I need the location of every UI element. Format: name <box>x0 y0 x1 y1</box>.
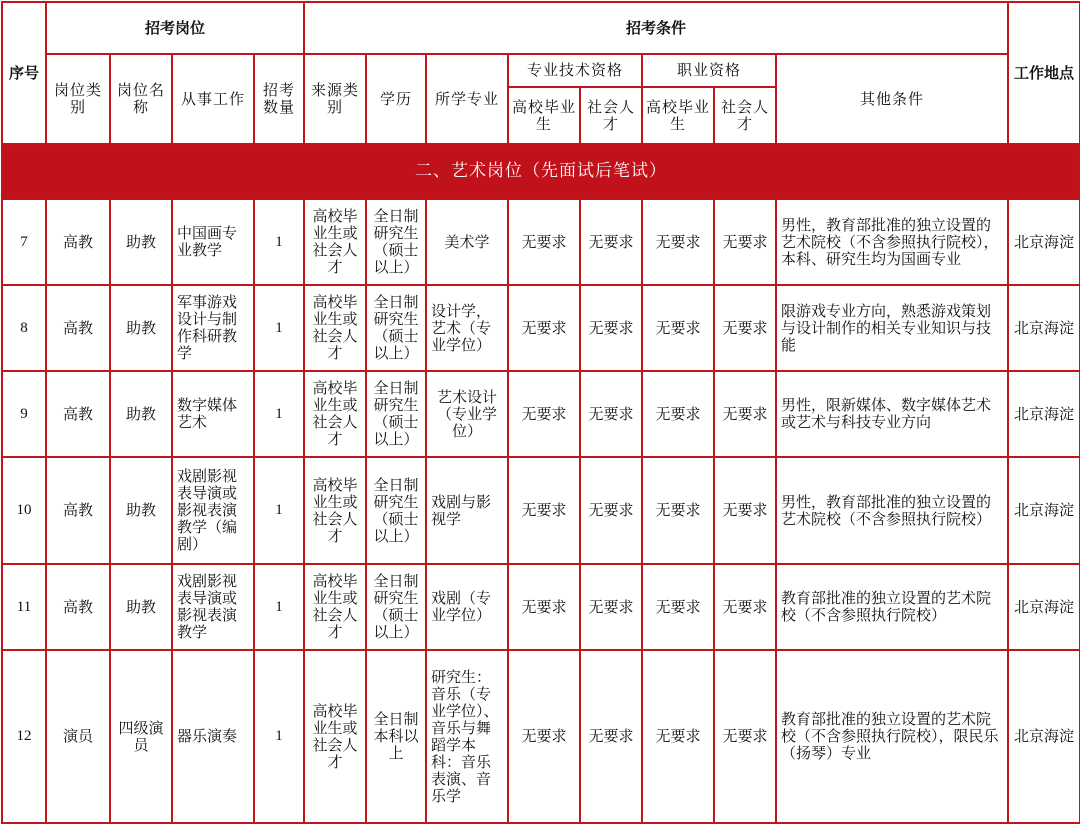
cell-major: 戏剧（专业学位） <box>426 564 508 650</box>
cell-seq: 12 <box>2 650 46 823</box>
cell-post-name: 助教 <box>110 564 172 650</box>
cell-seq: 8 <box>2 285 46 371</box>
cell-other: 教育部批准的独立设置的艺术院校（不含参照执行院校），限民乐（扬琴）专业 <box>776 650 1008 823</box>
cell-source: 高校毕业生或社会人才 <box>304 285 366 371</box>
cell-major: 美术学 <box>426 199 508 285</box>
cell-post-name: 四级演员 <box>110 650 172 823</box>
header-voc-grad: 高校毕业生 <box>642 87 714 144</box>
header-post-group: 招考岗位 <box>46 2 304 54</box>
cell-location: 北京海淀 <box>1008 564 1080 650</box>
cell-tech-social: 无要求 <box>580 285 642 371</box>
cell-post-name: 助教 <box>110 457 172 564</box>
header-location: 工作地点 <box>1008 2 1080 144</box>
cell-post-name: 助教 <box>110 285 172 371</box>
cell-tech-grad: 无要求 <box>508 371 580 457</box>
header-source: 来源类别 <box>304 54 366 144</box>
table-row <box>2 457 1080 564</box>
cell-tech-grad: 无要求 <box>508 650 580 823</box>
recruitment-table <box>1 1 1080 824</box>
cell-other: 男性，教育部批准的独立设置的艺术院校（不含参照执行院校），本科、研究生均为国画专业 <box>776 199 1008 285</box>
cell-source: 高校毕业生或社会人才 <box>304 371 366 457</box>
cell-tech-social: 无要求 <box>580 650 642 823</box>
cell-education: 全日制研究生（硕士以上） <box>366 199 426 285</box>
header-education: 学历 <box>366 54 426 144</box>
cell-other: 男性，教育部批准的独立设置的艺术院校（不含参照执行院校） <box>776 457 1008 564</box>
cell-work: 军事游戏设计与制作科研教学 <box>172 285 254 371</box>
cell-location: 北京海淀 <box>1008 199 1080 285</box>
cell-tech-grad: 无要求 <box>508 199 580 285</box>
cell-category: 高教 <box>46 199 110 285</box>
cell-category: 演员 <box>46 650 110 823</box>
table-row <box>2 650 1080 823</box>
cell-voc-grad: 无要求 <box>642 650 714 823</box>
cell-work: 中国画专业教学 <box>172 199 254 285</box>
cell-work: 器乐演奏 <box>172 650 254 823</box>
cell-category: 高教 <box>46 285 110 371</box>
header-vocational-qualification: 职业资格 <box>642 54 776 87</box>
cell-tech-social: 无要求 <box>580 457 642 564</box>
header-tech-social: 社会人才 <box>580 87 642 144</box>
cell-other: 男性，限新媒体、数字媒体艺术或艺术与科技专业方向 <box>776 371 1008 457</box>
cell-major: 戏剧与影视学 <box>426 457 508 564</box>
header-major: 所学专业 <box>426 54 508 144</box>
table-row <box>2 285 1080 371</box>
header-other-conditions: 其他条件 <box>776 54 1008 144</box>
cell-location: 北京海淀 <box>1008 285 1080 371</box>
cell-voc-social: 无要求 <box>714 199 776 285</box>
header-voc-social: 社会人才 <box>714 87 776 144</box>
cell-seq: 7 <box>2 199 46 285</box>
table-row <box>2 564 1080 650</box>
cell-major: 设计学，艺术（专业学位） <box>426 285 508 371</box>
cell-education: 全日制研究生（硕士以上） <box>366 285 426 371</box>
header-seq: 序号 <box>2 2 46 144</box>
cell-count: 1 <box>254 285 304 371</box>
cell-source: 高校毕业生或社会人才 <box>304 650 366 823</box>
cell-work: 数字媒体艺术 <box>172 371 254 457</box>
cell-count: 1 <box>254 371 304 457</box>
cell-voc-social: 无要求 <box>714 285 776 371</box>
cell-education: 全日制研究生（硕士以上） <box>366 371 426 457</box>
cell-tech-social: 无要求 <box>580 371 642 457</box>
cell-tech-grad: 无要求 <box>508 285 580 371</box>
cell-post-name: 助教 <box>110 371 172 457</box>
cell-source: 高校毕业生或社会人才 <box>304 457 366 564</box>
cell-tech-social: 无要求 <box>580 199 642 285</box>
header-tech-grad: 高校毕业生 <box>508 87 580 144</box>
cell-location: 北京海淀 <box>1008 457 1080 564</box>
table-row <box>2 199 1080 285</box>
cell-education: 全日制研究生（硕士以上） <box>366 457 426 564</box>
cell-major: 艺术设计（专业学位） <box>426 371 508 457</box>
cell-major: 研究生：音乐（专业学位）、音乐与舞蹈学本科：音乐表演、音乐学 <box>426 650 508 823</box>
cell-education: 全日制本科以上 <box>366 650 426 823</box>
cell-work: 戏剧影视表导演或影视表演教学（编剧） <box>172 457 254 564</box>
cell-voc-social: 无要求 <box>714 371 776 457</box>
cell-tech-social: 无要求 <box>580 564 642 650</box>
cell-voc-grad: 无要求 <box>642 285 714 371</box>
cell-tech-grad: 无要求 <box>508 457 580 564</box>
cell-other: 教育部批准的独立设置的艺术院校（不含参照执行院校） <box>776 564 1008 650</box>
cell-voc-grad: 无要求 <box>642 564 714 650</box>
cell-post-name: 助教 <box>110 199 172 285</box>
cell-count: 1 <box>254 457 304 564</box>
cell-voc-social: 无要求 <box>714 650 776 823</box>
cell-voc-social: 无要求 <box>714 457 776 564</box>
header-post-category: 岗位类别 <box>46 54 110 144</box>
header-work: 从事工作 <box>172 54 254 144</box>
cell-seq: 11 <box>2 564 46 650</box>
header-tech-qualification: 专业技术资格 <box>508 54 642 87</box>
cell-category: 高教 <box>46 457 110 564</box>
cell-seq: 9 <box>2 371 46 457</box>
table-row <box>2 371 1080 457</box>
cell-seq: 10 <box>2 457 46 564</box>
cell-category: 高教 <box>46 371 110 457</box>
cell-voc-grad: 无要求 <box>642 199 714 285</box>
cell-location: 北京海淀 <box>1008 650 1080 823</box>
cell-location: 北京海淀 <box>1008 371 1080 457</box>
cell-voc-social: 无要求 <box>714 564 776 650</box>
header-conditions-group: 招考条件 <box>304 2 1008 54</box>
header-post-name: 岗位名称 <box>110 54 172 144</box>
cell-category: 高教 <box>46 564 110 650</box>
cell-education: 全日制研究生（硕士以上） <box>366 564 426 650</box>
cell-count: 1 <box>254 564 304 650</box>
cell-voc-grad: 无要求 <box>642 371 714 457</box>
cell-voc-grad: 无要求 <box>642 457 714 564</box>
cell-tech-grad: 无要求 <box>508 564 580 650</box>
header-count: 招考数量 <box>254 54 304 144</box>
section-title: 二、艺术岗位（先面试后笔试） <box>2 144 1080 199</box>
cell-work: 戏剧影视表导演或影视表演教学 <box>172 564 254 650</box>
cell-count: 1 <box>254 199 304 285</box>
cell-source: 高校毕业生或社会人才 <box>304 564 366 650</box>
cell-source: 高校毕业生或社会人才 <box>304 199 366 285</box>
cell-other: 限游戏专业方向，熟悉游戏策划与设计制作的相关专业知识与技能 <box>776 285 1008 371</box>
cell-count: 1 <box>254 650 304 823</box>
